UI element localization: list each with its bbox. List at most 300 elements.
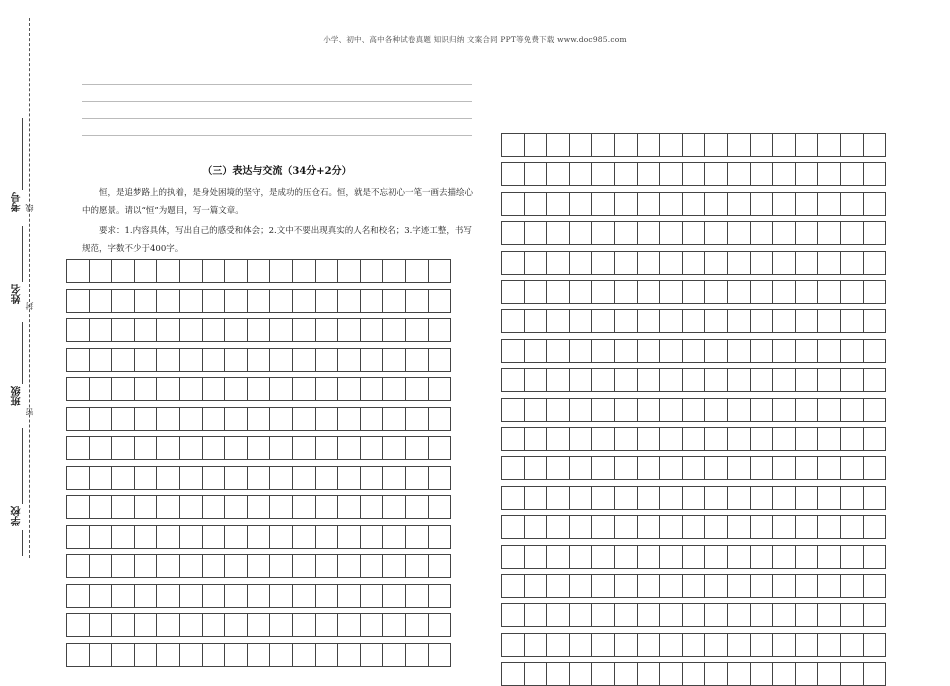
grid-cell[interactable] bbox=[270, 290, 293, 312]
grid-cell[interactable] bbox=[864, 340, 887, 362]
grid-cell[interactable] bbox=[316, 378, 339, 400]
grid-cell[interactable] bbox=[406, 555, 429, 577]
grid-cell[interactable] bbox=[248, 496, 271, 518]
grid-cell[interactable] bbox=[638, 369, 661, 391]
grid-cell[interactable] bbox=[615, 340, 638, 362]
grid-cell[interactable] bbox=[570, 546, 593, 568]
grid-cell[interactable] bbox=[383, 349, 406, 371]
grid-cell[interactable] bbox=[705, 663, 728, 685]
grid-cell[interactable] bbox=[796, 604, 819, 626]
grid-cell[interactable] bbox=[248, 585, 271, 607]
school-field[interactable] bbox=[22, 428, 23, 504]
grid-cell[interactable] bbox=[683, 399, 706, 421]
grid-cell[interactable] bbox=[864, 575, 887, 597]
answer-line[interactable] bbox=[82, 101, 472, 102]
grid-cell[interactable] bbox=[796, 663, 819, 685]
grid-cell[interactable] bbox=[728, 546, 751, 568]
grid-cell[interactable] bbox=[705, 487, 728, 509]
grid-cell[interactable] bbox=[818, 310, 841, 332]
grid-cell[interactable] bbox=[683, 222, 706, 244]
grid-cell[interactable] bbox=[293, 555, 316, 577]
grid-cell[interactable] bbox=[429, 408, 452, 430]
grid-cell[interactable] bbox=[683, 134, 706, 156]
grid-cell[interactable] bbox=[502, 575, 525, 597]
grid-cell[interactable] bbox=[270, 585, 293, 607]
grid-cell[interactable] bbox=[796, 281, 819, 303]
grid-cell[interactable] bbox=[525, 634, 548, 656]
grid-cell[interactable] bbox=[338, 437, 361, 459]
grid-cell[interactable] bbox=[728, 252, 751, 274]
grid-cell[interactable] bbox=[248, 290, 271, 312]
grid-cell[interactable] bbox=[773, 252, 796, 274]
grid-cell[interactable] bbox=[203, 555, 226, 577]
grid-cell[interactable] bbox=[547, 193, 570, 215]
grid-cell[interactable] bbox=[864, 134, 887, 156]
grid-cell[interactable] bbox=[773, 340, 796, 362]
grid-cell[interactable] bbox=[429, 585, 452, 607]
grid-cell[interactable] bbox=[180, 467, 203, 489]
grid-cell[interactable] bbox=[225, 614, 248, 636]
grid-cell[interactable] bbox=[406, 644, 429, 666]
grid-cell[interactable] bbox=[751, 604, 774, 626]
grid-cell[interactable] bbox=[638, 134, 661, 156]
grid-cell[interactable] bbox=[638, 575, 661, 597]
grid-cell[interactable] bbox=[203, 496, 226, 518]
grid-cell[interactable] bbox=[818, 222, 841, 244]
grid-cell[interactable] bbox=[751, 222, 774, 244]
grid-cell[interactable] bbox=[864, 604, 887, 626]
grid-cell[interactable] bbox=[180, 526, 203, 548]
grid-cell[interactable] bbox=[728, 604, 751, 626]
grid-cell[interactable] bbox=[705, 369, 728, 391]
grid-cell[interactable] bbox=[660, 575, 683, 597]
grid-cell[interactable] bbox=[361, 437, 384, 459]
grid-cell[interactable] bbox=[841, 134, 864, 156]
grid-cell[interactable] bbox=[728, 193, 751, 215]
grid-cell[interactable] bbox=[429, 644, 452, 666]
grid-cell[interactable] bbox=[225, 260, 248, 282]
grid-cell[interactable] bbox=[818, 369, 841, 391]
grid-cell[interactable] bbox=[338, 260, 361, 282]
grid-cell[interactable] bbox=[660, 516, 683, 538]
grid-cell[interactable] bbox=[157, 260, 180, 282]
grid-cell[interactable] bbox=[135, 496, 158, 518]
grid-cell[interactable] bbox=[180, 408, 203, 430]
grid-cell[interactable] bbox=[157, 437, 180, 459]
grid-cell[interactable] bbox=[180, 260, 203, 282]
grid-cell[interactable] bbox=[796, 575, 819, 597]
grid-cell[interactable] bbox=[157, 585, 180, 607]
grid-cell[interactable] bbox=[818, 604, 841, 626]
grid-cell[interactable] bbox=[361, 555, 384, 577]
grid-cell[interactable] bbox=[406, 467, 429, 489]
grid-cell[interactable] bbox=[429, 349, 452, 371]
grid-cell[interactable] bbox=[90, 614, 113, 636]
grid-cell[interactable] bbox=[818, 340, 841, 362]
grid-cell[interactable] bbox=[525, 575, 548, 597]
grid-cell[interactable] bbox=[638, 310, 661, 332]
grid-cell[interactable] bbox=[225, 290, 248, 312]
grid-cell[interactable] bbox=[502, 281, 525, 303]
grid-cell[interactable] bbox=[638, 281, 661, 303]
grid-cell[interactable] bbox=[683, 516, 706, 538]
grid-cell[interactable] bbox=[841, 516, 864, 538]
grid-cell[interactable] bbox=[818, 634, 841, 656]
grid-cell[interactable] bbox=[547, 575, 570, 597]
grid-cell[interactable] bbox=[864, 457, 887, 479]
grid-cell[interactable] bbox=[705, 310, 728, 332]
grid-cell[interactable] bbox=[502, 252, 525, 274]
grid-cell[interactable] bbox=[547, 604, 570, 626]
grid-cell[interactable] bbox=[660, 310, 683, 332]
grid-cell[interactable] bbox=[316, 526, 339, 548]
grid-cell[interactable] bbox=[751, 369, 774, 391]
grid-cell[interactable] bbox=[864, 663, 887, 685]
grid-cell[interactable] bbox=[180, 290, 203, 312]
grid-cell[interactable] bbox=[157, 644, 180, 666]
grid-cell[interactable] bbox=[683, 428, 706, 450]
grid-cell[interactable] bbox=[547, 516, 570, 538]
grid-cell[interactable] bbox=[383, 614, 406, 636]
grid-cell[interactable] bbox=[67, 260, 90, 282]
grid-cell[interactable] bbox=[683, 252, 706, 274]
grid-cell[interactable] bbox=[525, 281, 548, 303]
grid-cell[interactable] bbox=[361, 408, 384, 430]
grid-cell[interactable] bbox=[112, 349, 135, 371]
grid-cell[interactable] bbox=[864, 369, 887, 391]
grid-cell[interactable] bbox=[638, 457, 661, 479]
grid-cell[interactable] bbox=[502, 428, 525, 450]
grid-cell[interactable] bbox=[316, 290, 339, 312]
grid-cell[interactable] bbox=[112, 467, 135, 489]
grid-cell[interactable] bbox=[406, 496, 429, 518]
grid-cell[interactable] bbox=[728, 428, 751, 450]
grid-cell[interactable] bbox=[841, 340, 864, 362]
grid-cell[interactable] bbox=[841, 369, 864, 391]
grid-cell[interactable] bbox=[525, 310, 548, 332]
grid-cell[interactable] bbox=[90, 408, 113, 430]
grid-cell[interactable] bbox=[592, 546, 615, 568]
grid-cell[interactable] bbox=[157, 378, 180, 400]
grid-cell[interactable] bbox=[705, 222, 728, 244]
grid-cell[interactable] bbox=[406, 614, 429, 636]
grid-cell[interactable] bbox=[773, 575, 796, 597]
grid-cell[interactable] bbox=[112, 378, 135, 400]
grid-cell[interactable] bbox=[547, 281, 570, 303]
grid-cell[interactable] bbox=[751, 634, 774, 656]
grid-cell[interactable] bbox=[293, 644, 316, 666]
grid-cell[interactable] bbox=[502, 310, 525, 332]
grid-cell[interactable] bbox=[112, 644, 135, 666]
grid-cell[interactable] bbox=[796, 487, 819, 509]
grid-cell[interactable] bbox=[406, 260, 429, 282]
grid-cell[interactable] bbox=[383, 378, 406, 400]
grid-cell[interactable] bbox=[751, 457, 774, 479]
grid-cell[interactable] bbox=[502, 487, 525, 509]
grid-cell[interactable] bbox=[841, 487, 864, 509]
grid-cell[interactable] bbox=[592, 252, 615, 274]
grid-cell[interactable] bbox=[570, 634, 593, 656]
grid-cell[interactable] bbox=[361, 496, 384, 518]
grid-cell[interactable] bbox=[203, 260, 226, 282]
grid-cell[interactable] bbox=[615, 546, 638, 568]
grid-cell[interactable] bbox=[638, 604, 661, 626]
grid-cell[interactable] bbox=[818, 134, 841, 156]
grid-cell[interactable] bbox=[818, 399, 841, 421]
grid-cell[interactable] bbox=[157, 467, 180, 489]
grid-cell[interactable] bbox=[592, 457, 615, 479]
grid-cell[interactable] bbox=[728, 487, 751, 509]
grid-cell[interactable] bbox=[705, 163, 728, 185]
grid-cell[interactable] bbox=[592, 663, 615, 685]
grid-cell[interactable] bbox=[135, 290, 158, 312]
grid-cell[interactable] bbox=[751, 399, 774, 421]
grid-cell[interactable] bbox=[728, 516, 751, 538]
grid-cell[interactable] bbox=[728, 369, 751, 391]
grid-cell[interactable] bbox=[728, 340, 751, 362]
grid-cell[interactable] bbox=[225, 644, 248, 666]
grid-cell[interactable] bbox=[615, 369, 638, 391]
grid-cell[interactable] bbox=[383, 467, 406, 489]
grid-cell[interactable] bbox=[728, 399, 751, 421]
grid-cell[interactable] bbox=[316, 585, 339, 607]
grid-cell[interactable] bbox=[67, 437, 90, 459]
grid-cell[interactable] bbox=[660, 340, 683, 362]
grid-cell[interactable] bbox=[841, 310, 864, 332]
grid-cell[interactable] bbox=[525, 340, 548, 362]
grid-cell[interactable] bbox=[864, 193, 887, 215]
grid-cell[interactable] bbox=[270, 555, 293, 577]
grid-cell[interactable] bbox=[615, 487, 638, 509]
grid-cell[interactable] bbox=[864, 634, 887, 656]
grid-cell[interactable] bbox=[135, 614, 158, 636]
grid-cell[interactable] bbox=[615, 663, 638, 685]
grid-cell[interactable] bbox=[547, 634, 570, 656]
grid-cell[interactable] bbox=[112, 408, 135, 430]
grid-cell[interactable] bbox=[841, 634, 864, 656]
grid-cell[interactable] bbox=[225, 437, 248, 459]
grid-cell[interactable] bbox=[841, 457, 864, 479]
grid-cell[interactable] bbox=[502, 340, 525, 362]
grid-cell[interactable] bbox=[338, 526, 361, 548]
grid-cell[interactable] bbox=[112, 585, 135, 607]
grid-cell[interactable] bbox=[592, 604, 615, 626]
grid-cell[interactable] bbox=[841, 193, 864, 215]
grid-cell[interactable] bbox=[683, 604, 706, 626]
grid-cell[interactable] bbox=[67, 408, 90, 430]
grid-cell[interactable] bbox=[751, 516, 774, 538]
grid-cell[interactable] bbox=[316, 319, 339, 341]
grid-cell[interactable] bbox=[660, 252, 683, 274]
grid-cell[interactable] bbox=[203, 644, 226, 666]
grid-cell[interactable] bbox=[293, 467, 316, 489]
grid-cell[interactable] bbox=[547, 457, 570, 479]
grid-cell[interactable] bbox=[293, 585, 316, 607]
grid-cell[interactable] bbox=[248, 467, 271, 489]
grid-cell[interactable] bbox=[796, 222, 819, 244]
grid-cell[interactable] bbox=[90, 290, 113, 312]
grid-cell[interactable] bbox=[525, 399, 548, 421]
grid-cell[interactable] bbox=[225, 526, 248, 548]
grid-cell[interactable] bbox=[841, 604, 864, 626]
grid-cell[interactable] bbox=[338, 555, 361, 577]
grid-cell[interactable] bbox=[615, 634, 638, 656]
grid-cell[interactable] bbox=[615, 134, 638, 156]
grid-cell[interactable] bbox=[864, 487, 887, 509]
grid-cell[interactable] bbox=[90, 378, 113, 400]
grid-cell[interactable] bbox=[751, 546, 774, 568]
grid-cell[interactable] bbox=[547, 369, 570, 391]
grid-cell[interactable] bbox=[361, 467, 384, 489]
grid-cell[interactable] bbox=[773, 428, 796, 450]
grid-cell[interactable] bbox=[502, 163, 525, 185]
grid-cell[interactable] bbox=[705, 428, 728, 450]
grid-cell[interactable] bbox=[728, 575, 751, 597]
grid-cell[interactable] bbox=[112, 260, 135, 282]
grid-cell[interactable] bbox=[157, 496, 180, 518]
grid-cell[interactable] bbox=[660, 428, 683, 450]
grid-cell[interactable] bbox=[751, 575, 774, 597]
grid-cell[interactable] bbox=[90, 644, 113, 666]
grid-cell[interactable] bbox=[818, 281, 841, 303]
grid-cell[interactable] bbox=[361, 585, 384, 607]
grid-cell[interactable] bbox=[338, 614, 361, 636]
grid-cell[interactable] bbox=[203, 526, 226, 548]
grid-cell[interactable] bbox=[547, 340, 570, 362]
grid-cell[interactable] bbox=[751, 163, 774, 185]
grid-cell[interactable] bbox=[502, 134, 525, 156]
grid-cell[interactable] bbox=[660, 281, 683, 303]
grid-cell[interactable] bbox=[773, 546, 796, 568]
grid-cell[interactable] bbox=[547, 163, 570, 185]
grid-cell[interactable] bbox=[90, 585, 113, 607]
grid-cell[interactable] bbox=[270, 614, 293, 636]
grid-cell[interactable] bbox=[796, 252, 819, 274]
grid-cell[interactable] bbox=[818, 546, 841, 568]
grid-cell[interactable] bbox=[316, 644, 339, 666]
grid-cell[interactable] bbox=[615, 310, 638, 332]
grid-cell[interactable] bbox=[773, 281, 796, 303]
grid-cell[interactable] bbox=[248, 644, 271, 666]
grid-cell[interactable] bbox=[864, 399, 887, 421]
grid-cell[interactable] bbox=[502, 516, 525, 538]
grid-cell[interactable] bbox=[270, 349, 293, 371]
grid-cell[interactable] bbox=[203, 408, 226, 430]
grid-cell[interactable] bbox=[406, 349, 429, 371]
grid-cell[interactable] bbox=[338, 585, 361, 607]
grid-cell[interactable] bbox=[203, 467, 226, 489]
grid-cell[interactable] bbox=[547, 546, 570, 568]
grid-cell[interactable] bbox=[751, 428, 774, 450]
grid-cell[interactable] bbox=[248, 614, 271, 636]
grid-cell[interactable] bbox=[728, 310, 751, 332]
grid-cell[interactable] bbox=[383, 555, 406, 577]
grid-cell[interactable] bbox=[728, 281, 751, 303]
grid-cell[interactable] bbox=[180, 378, 203, 400]
grid-cell[interactable] bbox=[638, 340, 661, 362]
grid-cell[interactable] bbox=[90, 526, 113, 548]
grid-cell[interactable] bbox=[773, 369, 796, 391]
grid-cell[interactable] bbox=[316, 614, 339, 636]
grid-cell[interactable] bbox=[203, 378, 226, 400]
grid-cell[interactable] bbox=[361, 644, 384, 666]
grid-cell[interactable] bbox=[406, 319, 429, 341]
grid-cell[interactable] bbox=[338, 467, 361, 489]
answer-line[interactable] bbox=[82, 118, 472, 119]
grid-cell[interactable] bbox=[864, 516, 887, 538]
grid-cell[interactable] bbox=[383, 526, 406, 548]
grid-cell[interactable] bbox=[615, 604, 638, 626]
grid-cell[interactable] bbox=[660, 134, 683, 156]
grid-cell[interactable] bbox=[316, 437, 339, 459]
grid-cell[interactable] bbox=[157, 319, 180, 341]
grid-cell[interactable] bbox=[203, 585, 226, 607]
grid-cell[interactable] bbox=[67, 644, 90, 666]
grid-cell[interactable] bbox=[547, 310, 570, 332]
grid-cell[interactable] bbox=[841, 399, 864, 421]
grid-cell[interactable] bbox=[864, 310, 887, 332]
grid-cell[interactable] bbox=[135, 644, 158, 666]
grid-cell[interactable] bbox=[660, 604, 683, 626]
grid-cell[interactable] bbox=[592, 428, 615, 450]
name-field[interactable] bbox=[22, 226, 23, 282]
grid-cell[interactable] bbox=[638, 428, 661, 450]
grid-cell[interactable] bbox=[615, 516, 638, 538]
grid-cell[interactable] bbox=[683, 575, 706, 597]
grid-cell[interactable] bbox=[547, 134, 570, 156]
grid-cell[interactable] bbox=[638, 634, 661, 656]
grid-cell[interactable] bbox=[383, 260, 406, 282]
grid-cell[interactable] bbox=[502, 663, 525, 685]
grid-cell[interactable] bbox=[90, 467, 113, 489]
grid-cell[interactable] bbox=[180, 319, 203, 341]
grid-cell[interactable] bbox=[705, 399, 728, 421]
grid-cell[interactable] bbox=[293, 526, 316, 548]
grid-cell[interactable] bbox=[818, 575, 841, 597]
grid-cell[interactable] bbox=[157, 408, 180, 430]
grid-cell[interactable] bbox=[525, 516, 548, 538]
grid-cell[interactable] bbox=[570, 399, 593, 421]
grid-cell[interactable] bbox=[592, 575, 615, 597]
grid-cell[interactable] bbox=[683, 163, 706, 185]
grid-cell[interactable] bbox=[751, 134, 774, 156]
grid-cell[interactable] bbox=[615, 222, 638, 244]
grid-cell[interactable] bbox=[796, 163, 819, 185]
grid-cell[interactable] bbox=[683, 634, 706, 656]
grid-cell[interactable] bbox=[135, 526, 158, 548]
grid-cell[interactable] bbox=[361, 526, 384, 548]
grid-cell[interactable] bbox=[67, 349, 90, 371]
grid-cell[interactable] bbox=[818, 663, 841, 685]
grid-cell[interactable] bbox=[135, 585, 158, 607]
grid-cell[interactable] bbox=[818, 163, 841, 185]
grid-cell[interactable] bbox=[67, 555, 90, 577]
grid-cell[interactable] bbox=[406, 585, 429, 607]
grid-cell[interactable] bbox=[705, 604, 728, 626]
grid-cell[interactable] bbox=[225, 555, 248, 577]
grid-cell[interactable] bbox=[361, 319, 384, 341]
grid-cell[interactable] bbox=[683, 340, 706, 362]
grid-cell[interactable] bbox=[592, 516, 615, 538]
grid-cell[interactable] bbox=[112, 555, 135, 577]
grid-cell[interactable] bbox=[180, 437, 203, 459]
grid-cell[interactable] bbox=[705, 457, 728, 479]
grid-cell[interactable] bbox=[525, 663, 548, 685]
grid-cell[interactable] bbox=[180, 614, 203, 636]
grid-cell[interactable] bbox=[502, 546, 525, 568]
grid-cell[interactable] bbox=[502, 604, 525, 626]
grid-cell[interactable] bbox=[157, 614, 180, 636]
